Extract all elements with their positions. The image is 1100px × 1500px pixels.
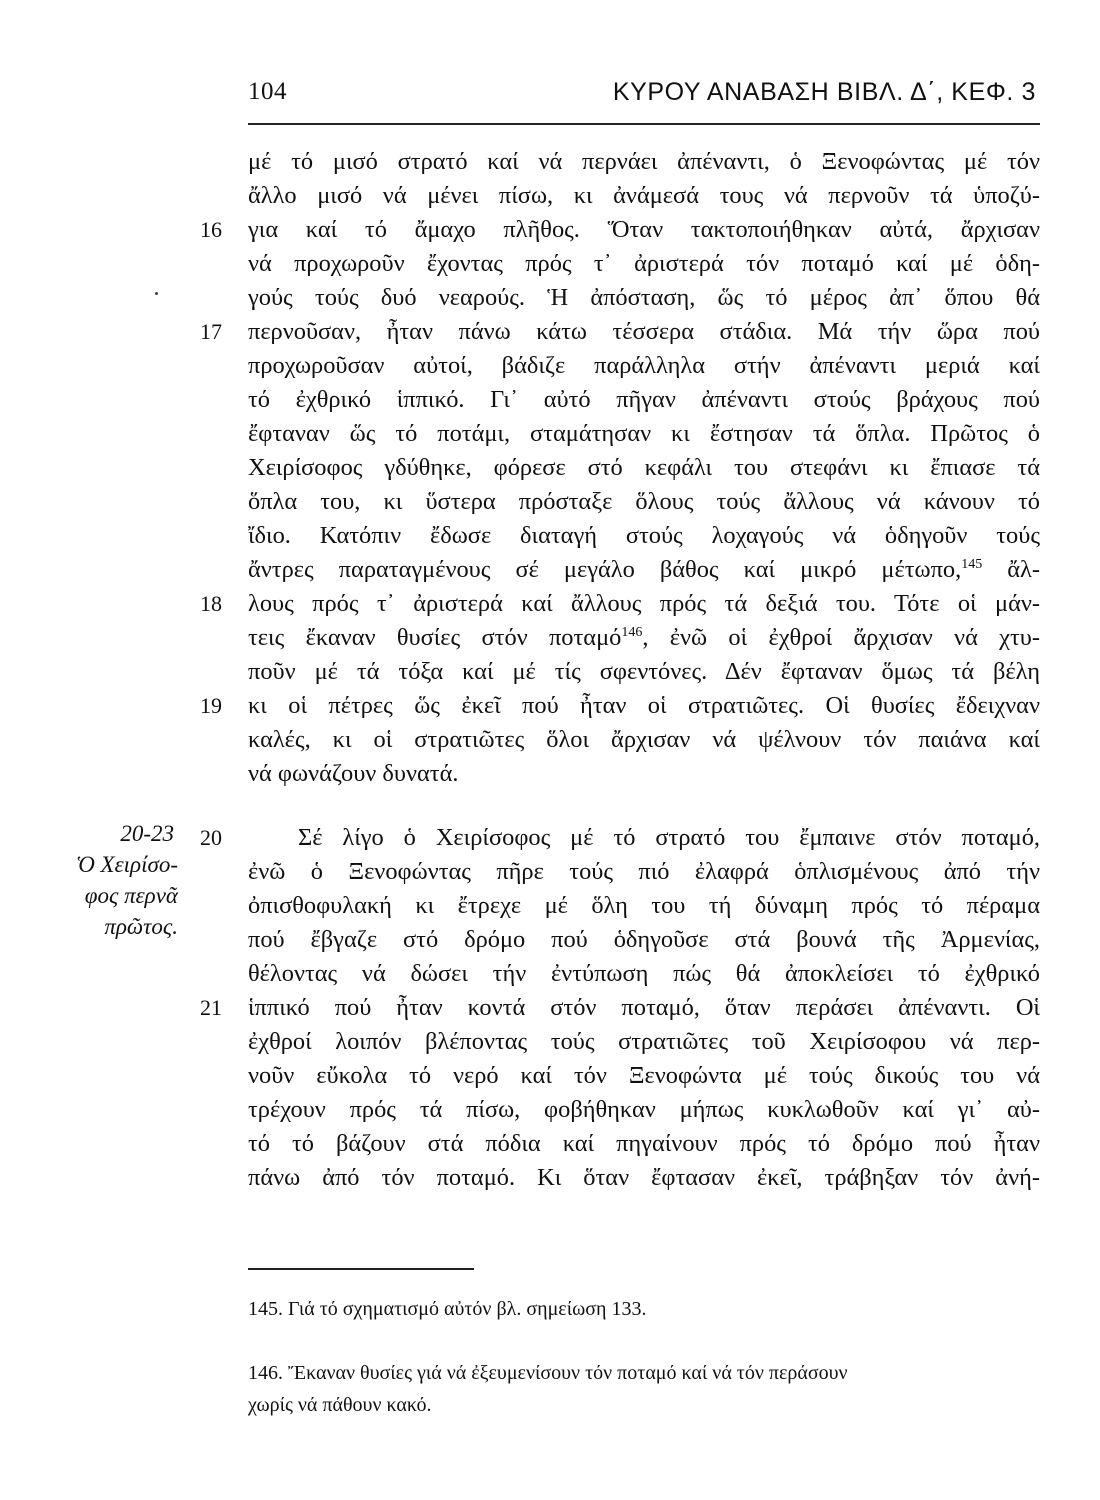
section-number: 16	[200, 217, 222, 242]
text-segment: τεις ἔκαναν θυσίες στόν ποταμό	[248, 624, 622, 651]
text-line: θέλοντας νά δώσει τήν ἐντύπωση πώς θά ἀποκλείσει τό ἐχθρικό	[248, 960, 1040, 987]
text-line: νά προχωροῦν ἔχοντας πρός τ᾽ ἀριστερά τόν ποταμό καί μέ ὁδη-	[248, 250, 1040, 277]
section-number: 20	[200, 825, 222, 850]
text-line: πού ἔβγαζε στό δρόμο πού ὁδηγοῦσε στά βουνά τῆς Ἀρμενίας,	[248, 926, 1040, 953]
footnote-ref-146: 146	[621, 625, 643, 640]
text-segment: , ἐνῶ οἱ ἐχθροί ἄρχισαν νά χτυ-	[642, 624, 1040, 651]
footnote-145	[248, 1294, 1040, 1324]
section-number: 17	[200, 319, 222, 344]
text-line: προχωροῦσαν αὐτοί, βάδιζε παράλληλα στήν ἀπέναντι μεριά καί	[248, 352, 1040, 379]
section-number: 21	[200, 995, 222, 1020]
text-line: νά φωνάζουν δυνατά.	[248, 760, 459, 787]
margin-note-line: φος περνᾶ	[84, 883, 178, 908]
text-line: τό τό βάζουν στά πόδια καί πηγαίνουν πρός τό δρόμο πού ἦταν	[248, 1130, 1040, 1157]
footnote-146-continuation: χωρίς νά πάθουν κακό.	[248, 1394, 432, 1416]
text-line: ποῦν μέ τά τόξα καί μέ τίς σφεντόνες. Δέν ἔφταναν ὅμως τά βέλη	[248, 658, 1040, 685]
margin-summary-note	[38, 818, 178, 942]
print-speck	[155, 292, 158, 295]
text-segment: ἄλ-	[982, 556, 1040, 583]
text-line: πάνω ἀπό τόν ποταμό. Κι ὅταν ἔφτασαν ἐκεῖ, τράβηξαν τόν ἀνή-	[248, 1164, 1040, 1191]
text-line: Χειρίσοφος γδύθηκε, φόρεσε στό κεφάλι του στεφάνι κι ἔπιασε τά	[248, 454, 1040, 481]
text-line: Σέ λίγο ὁ Χειρίσοφος μέ τό στρατό του ἔμπαινε στόν ποταμό,	[298, 824, 1040, 851]
margin-note-line: πρῶτος.	[104, 914, 178, 939]
text-line: ἄλλο μισό νά μένει πίσω, κι ἀνάμεσά τους νά περνοῦν τά ὑποζύ-	[248, 182, 1040, 209]
text-line: ἐνῶ ὁ Ξενοφώντας πῆρε τούς πιό ἐλαφρά ὁπλισμένους ἀπό τήν	[248, 858, 1040, 885]
text-line-with-footnote-ref	[248, 554, 1040, 586]
footnote-number: 145.	[248, 1298, 283, 1320]
text-line: γούς τούς δυό νεαρούς. Ἡ ἀπόσταση, ὥς τό μέρος ἀπ᾽ ὅπου θά	[248, 284, 1040, 311]
header-rule	[248, 123, 1040, 125]
footnote-ref-145: 145	[961, 557, 983, 572]
text-line: νοῦν εὔκολα τό νερό καί τόν Ξενοφώντα μέ τούς δικούς του νά	[248, 1062, 1040, 1089]
text-line: ὀπισθοφυλακή κι ἔτρεχε μέ ὅλη του τή δύναμη πρός τό πέραμα	[248, 892, 1040, 919]
text-line: ἐχθροί λοιπόν βλέποντας τούς στρατιῶτες τοῦ Χειρίσοφου νά περ-	[248, 1028, 1040, 1055]
section-number: 19	[200, 693, 222, 718]
text-line: μέ τό μισό στρατό καί νά περνάει ἀπέναντι, ὁ Ξενοφώντας μέ τόν	[248, 148, 1040, 175]
text-line: ὅπλα του, κι ὕστερα πρόσταξε ὅλους τούς ἄλλους νά κάνουν τό	[248, 488, 1040, 515]
section-number: 18	[200, 591, 222, 616]
text-line-with-footnote-ref	[248, 622, 1040, 654]
text-line: ἔφταναν ὥς τό ποτάμι, σταμάτησαν κι ἔστησαν τά ὅπλα. Πρῶτος ὁ	[248, 420, 1040, 447]
text-line: λους πρός τ᾽ ἀριστερά καί ἄλλους πρός τά δεξιά του. Τότε οἱ μάν-	[248, 590, 1040, 617]
text-line: κι οἱ πέτρες ὥς ἐκεῖ πού ἦταν οἱ στρατιῶτες. Οἱ θυσίες ἔδειχναν	[248, 692, 1040, 719]
text-line: ἴδιο. Κατόπιν ἔδωσε διαταγή στούς λοχαγούς νά ὁδηγοῦν τούς	[248, 522, 1040, 549]
text-line: περνοῦσαν, ἦταν πάνω κάτω τέσσερα στάδια. Μά τήν ὥρα πού	[248, 318, 1040, 345]
text-segment: ἄντρες παραταγμένους σέ μεγάλο βάθος καί μικρό μέτωπο,	[248, 556, 962, 583]
footnote-text: Γιά τό σχηματισμό αὐτόν βλ. σημείωση 133.	[283, 1298, 647, 1320]
margin-note-line: Ὁ Χειρίσο-	[75, 852, 178, 877]
footnote-text: Ἔκαναν θυσίες γιά νά ἐξευμενίσουν τόν ποταμό καί νά τόν περάσουν	[283, 1362, 848, 1384]
margin-note-range: 20-23	[120, 821, 174, 846]
footnote-rule	[248, 1268, 474, 1270]
page-number: 104	[248, 78, 287, 105]
footnote-number: 146.	[248, 1362, 283, 1384]
text-line: ἱππικό πού ἦταν κοντά στόν ποταμό, ὅταν περάσει ἀπέναντι. Οἱ	[248, 994, 1040, 1021]
text-line: τρέχουν πρός τά πίσω, φοβήθηκαν μήπως κυκλωθοῦν καί γι᾽ αὐ-	[248, 1096, 1040, 1123]
footnote-146	[248, 1358, 1040, 1388]
text-line: για καί τό ἄμαχο πλῆθος. Ὅταν τακτοποιήθηκαν αὐτά, ἄρχισαν	[248, 216, 1040, 243]
text-line: τό ἐχθρικό ἱππικό. Γι᾽ αὐτό πῆγαν ἀπέναντι στούς βράχους πού	[248, 386, 1040, 413]
page-header	[248, 72, 1040, 116]
text-line: καλές, κι οἱ στρατιῶτες ὅλοι ἄρχισαν νά ψέλνουν τόν παιάνα καί	[248, 726, 1040, 753]
running-title: ΚΥΡΟΥ ΑΝΑΒΑΣΗ ΒΙΒΛ. Δ΄, ΚΕΦ. 3	[612, 78, 1036, 106]
